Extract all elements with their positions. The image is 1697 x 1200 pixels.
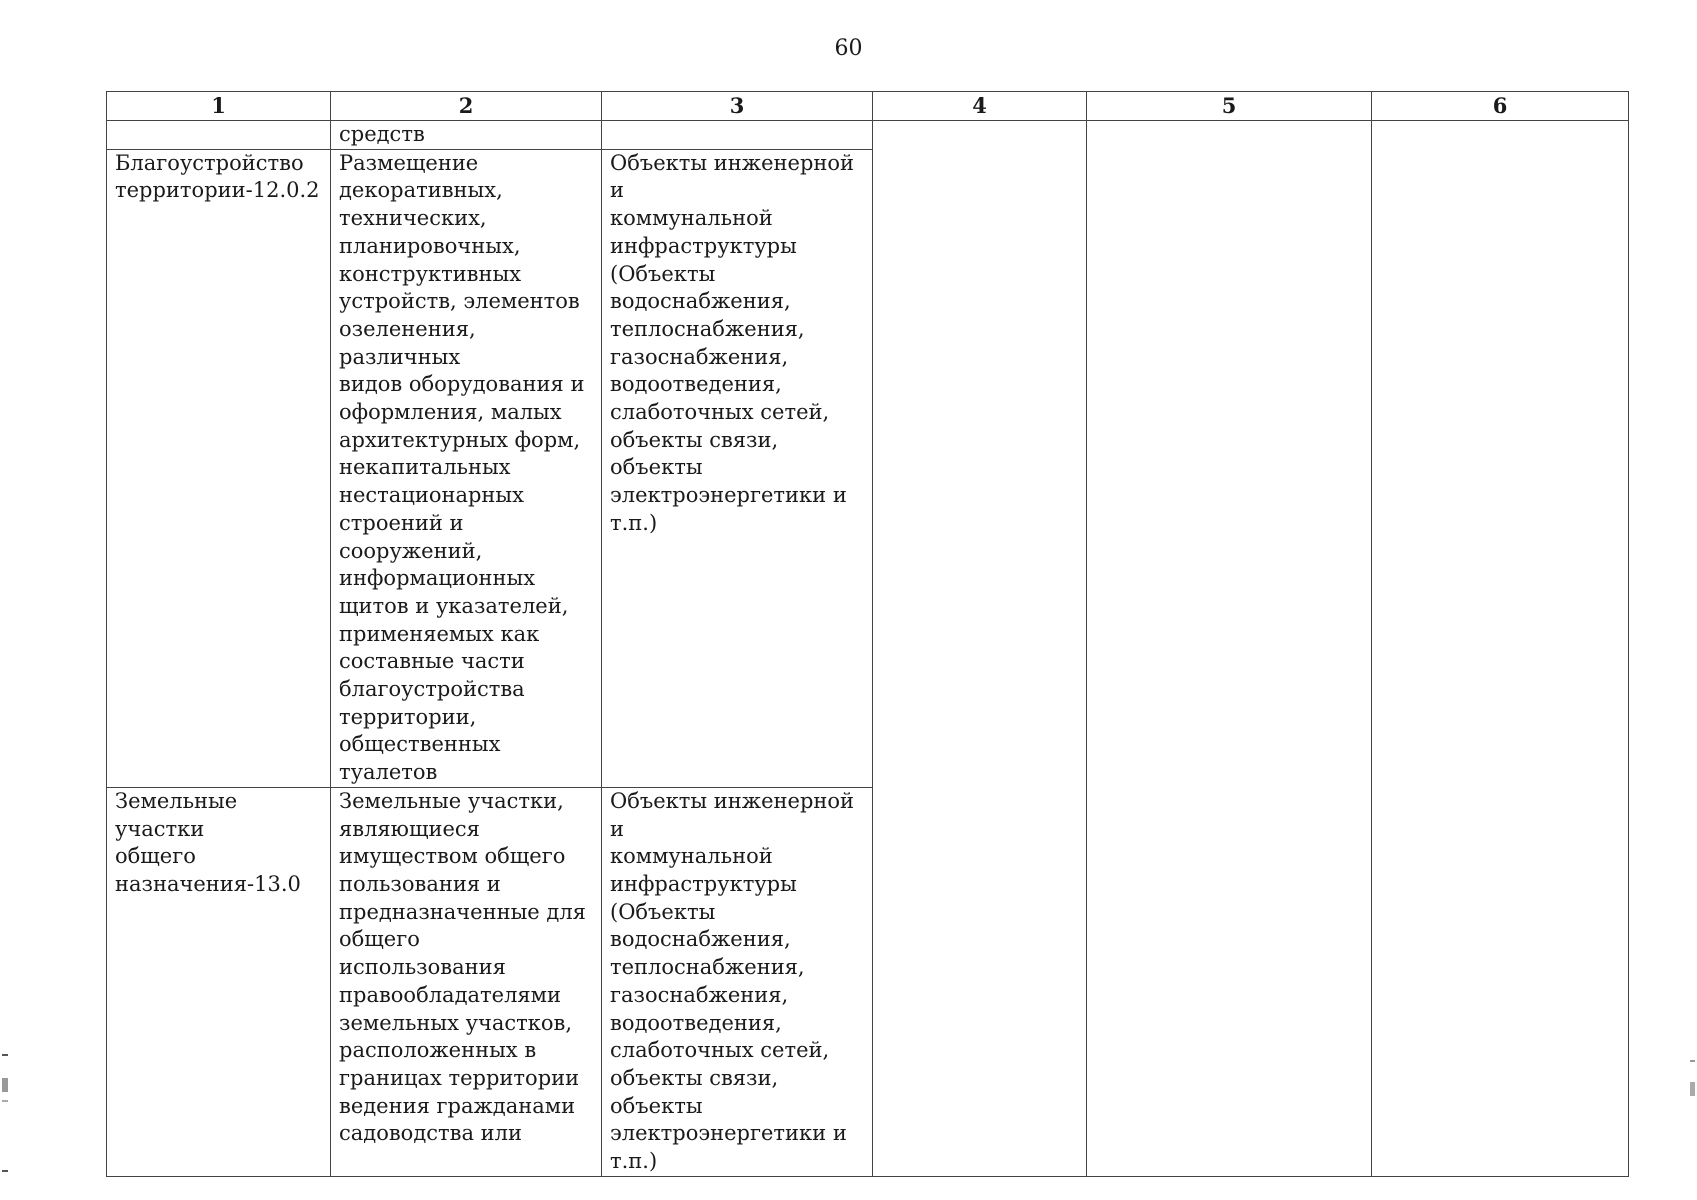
- scan-edge-mark: [2, 1170, 8, 1172]
- scan-edge-mark: [2, 1054, 8, 1056]
- column-header-3: 3: [602, 92, 873, 121]
- cell-description: Размещение декоративных, технических, планировочных, конструктивных устройств, элементов озеленения, различных видов оборудования и оформления, малых архитектурных форм, некапитальных нестационарных строений и сооружений, информационных щитов и указателей, применяемых как составные части благоустройства территории, общественных туалетов: [331, 149, 602, 787]
- scan-edge-mark: [1690, 1082, 1695, 1096]
- scan-edge-mark: [2, 1100, 8, 1102]
- cell-column-4-empty: [873, 121, 1087, 1177]
- page-number: 60: [834, 36, 863, 61]
- scan-edge-mark: [1690, 1060, 1695, 1062]
- column-header-2: 2: [331, 92, 602, 121]
- table-row-continued: [107, 121, 1629, 150]
- cell-use-type: Земельные участки общего назначения-13.0: [107, 787, 331, 1176]
- scan-edge-mark: [2, 1078, 8, 1092]
- cell-empty: [107, 121, 331, 150]
- cell-auxiliary-use: Объекты инженерной и коммунальной инфраструктуры (Объекты водоснабжения, теплоснабжения, газоснабжения, водоотведения, слаботочных сетей, объекты связи, объекты электроэнергетики и т.п.): [602, 149, 873, 787]
- cell-empty: [602, 121, 873, 150]
- column-header-1: 1: [107, 92, 331, 121]
- cell-description: Земельные участки, являющиеся имуществом общего пользования и предназначенные для общего использования правообладателями земельных участков, расположенных в границах территории ведения гражданами садоводства или: [331, 787, 602, 1176]
- column-header-4: 4: [873, 92, 1087, 121]
- cell-column-5-empty: [1087, 121, 1372, 1177]
- cell-continued-text: средств: [331, 121, 602, 150]
- column-header-6: 6: [1372, 92, 1629, 121]
- column-header-5: 5: [1087, 92, 1372, 121]
- cell-use-type: Благоустройство территории-12.0.2: [107, 149, 331, 787]
- cell-auxiliary-use: Объекты инженерной и коммунальной инфраструктуры (Объекты водоснабжения, теплоснабжения, газоснабжения, водоотведения, слаботочных сетей, объекты связи, объекты электроэнергетики и т.п.): [602, 787, 873, 1176]
- cell-column-6-empty: [1372, 121, 1629, 1177]
- land-use-table: [106, 91, 1629, 1177]
- table-header-row: [107, 92, 1629, 121]
